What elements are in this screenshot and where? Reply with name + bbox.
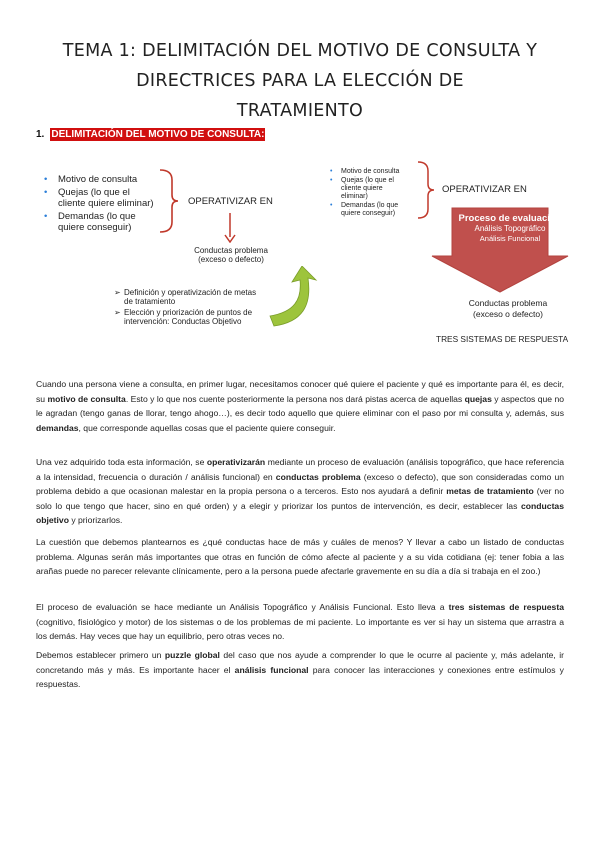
paragraph-5 <box>36 648 564 692</box>
list-item: • Demandas (lo que quiere conseguir) <box>44 211 148 233</box>
arrowhead-bullet-icon: ➢ <box>114 288 121 297</box>
text-run: Cuando una persona viene a consulta, en primer lugar, necesitamos conocer qué quiere el paciente y qué es importante para él, es decir, su <box>36 379 564 404</box>
left-conductas-line1: Conductas problema <box>194 246 268 255</box>
bold-term: conductas problema <box>275 471 361 482</box>
text-run: (exceso o defecto), que son consideradas como un problema debido a que ocasionan malestar en la propia persona o a terceros. Esto nos ayudará a definir <box>36 471 564 497</box>
bold-term: análisis funcional <box>234 664 309 675</box>
right-conductas-line2: (exceso o defecto) <box>473 309 543 319</box>
bold-term: metas de tratamiento <box>446 486 534 497</box>
list-item <box>114 308 264 326</box>
left-brace <box>158 168 180 234</box>
list-item: • Demandas (lo que quiere conseguir) <box>330 202 403 218</box>
page-title <box>40 36 560 126</box>
list-item: • Motivo de consulta <box>330 168 410 176</box>
bold-term: motivo de consulta <box>47 393 126 404</box>
paragraph-3: La cuestión que debemos plantearnos es ¿qué conductas hace de más y cuáles de menos? Y llevar a cabo un listado de conductas problema. Algunas serán más importantes que otras en función de cómo afecte al paciente y a su vida cotidiana (ej: tener fobia a las arañas puede no parecer relevante clínicamente, pero a la persona puede afectarle gravemente en su día a día si trabaja en el zoo.) <box>36 537 564 577</box>
tres-sistemas-label: TRES SISTEMAS DE RESPUESTA <box>436 334 569 344</box>
title-line-2: TRATAMIENTO <box>236 101 364 121</box>
right-conductas <box>440 298 576 320</box>
list-item: • Quejas (lo que el cliente quiere eliminar) <box>330 177 403 201</box>
text-run: y priorizarlos. <box>68 515 123 526</box>
paragraph-4 <box>36 600 564 644</box>
arrowhead-bullet-icon: ➢ <box>114 308 121 317</box>
text-run: Una vez adquirido toda esta información, se <box>36 457 207 467</box>
left-diagram-list <box>44 174 174 233</box>
text-run: El proceso de evaluación se hace mediante un Análisis Topográfico y Análisis Funcional. Esto lleva a <box>36 602 449 612</box>
list-item: • Quejas (lo que el cliente quiere eliminar) <box>44 187 158 209</box>
bold-term: conductas objetivo <box>36 500 564 526</box>
text-run: , que corresponde aquellas cosas que el paciente quiere conseguir. <box>78 422 336 433</box>
text-run: Debemos establecer primero un <box>36 650 165 660</box>
text-run: (cognitivo, fisiológico y motor) de los sistemas o de los problemas de mi paciente. Lo importante es ver si hay un sistema que arrastra a los demás. Hay veces que hay un equilibrio, pero otras veces no. <box>36 616 564 642</box>
text-run: del caso que nos ayude a comprender lo que le ocurre al paciente y, más adelante, ir concretando más y más. Es importante hacer el <box>36 650 565 675</box>
bold-term: demandas <box>36 422 79 433</box>
left-operativizar: OPERATIVIZAR EN <box>188 196 273 207</box>
right-conductas-line1: Conductas problema <box>468 298 548 308</box>
process-box <box>452 209 568 259</box>
process-line-2: Análisis Funcional <box>479 234 541 243</box>
list-item <box>114 288 264 306</box>
text-run: para conocer las interacciones y conexiones entre estímulos y respuestas. <box>36 664 564 690</box>
right-diagram-list <box>330 168 410 218</box>
right-operativizar: OPERATIVIZAR EN <box>442 184 527 195</box>
paragraph-2 <box>36 455 564 528</box>
arrow-item-text: Definición y operativización de metas de tratamiento <box>124 288 257 306</box>
bold-term: puzzle global <box>164 650 220 660</box>
process-line-1: Análisis Topográfico <box>474 224 546 233</box>
arrow-item-text: Elección y priorización de puntos de intervención: Conductas Objetivo <box>124 308 253 326</box>
left-down-arrow <box>224 213 236 243</box>
text-run: y aspectos que no le agradan (tengo ganas de llorar, tengo ahogo…), es decir todo aquello que quiere eliminar con el paso por mi consulta y, además, sus <box>36 393 565 419</box>
text-run: (ver no solo lo que tengo que hacer, sino en qué orden) y a elegir y priorizar los puntos de intervención, es decir, establecer las <box>36 486 564 511</box>
section-heading <box>36 129 265 140</box>
left-arrow-items <box>114 288 264 326</box>
process-title: Proceso de evaluación <box>458 213 562 224</box>
list-item: • Motivo de consulta <box>44 174 174 185</box>
section-number: 1. <box>36 129 45 140</box>
title-line-1: TEMA 1: DELIMITACIÓN DEL MOTIVO DE CONSULTA Y DIRECTRICES PARA LA ELECCIÓN DE <box>62 41 538 91</box>
text-run: . Esto y lo que nos cuente posteriormente la persona nos dará pistas acerca de aquellas <box>125 393 465 404</box>
bold-term: quejas <box>464 393 492 404</box>
paragraph-1 <box>36 377 564 435</box>
left-conductas-line2: (exceso o defecto) <box>198 255 264 264</box>
section-label: DELIMITACIÓN DEL MOTIVO DE CONSULTA: <box>51 129 265 140</box>
text-run: mediante un proceso de evaluación (análisis topográfico, que hace referencia a la intensidad, frecuencia o duración / análisis funcional) en <box>36 457 564 482</box>
left-conductas <box>176 246 286 264</box>
green-curved-arrow <box>262 266 322 332</box>
bold-term: tres sistemas de respuesta <box>448 602 564 612</box>
bold-term: operativizarán <box>206 457 266 467</box>
